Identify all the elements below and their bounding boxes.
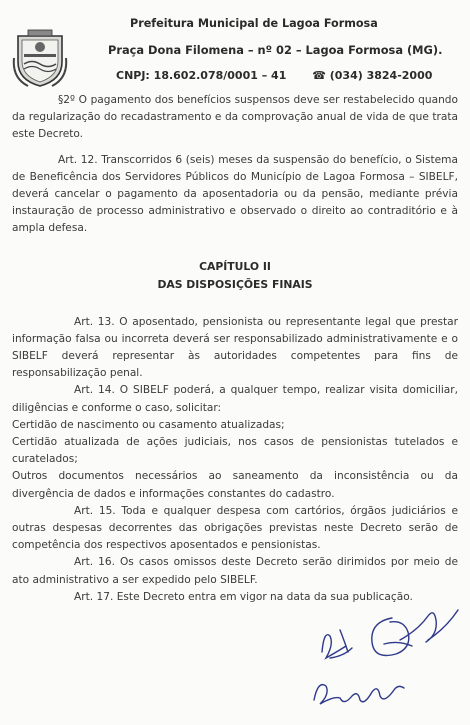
article-13: Art. 13. O aposentado, pensionista ou representante legal que prestar informação falsa ou incorreta deverá ser responsabilizado administrativamente e o SIBELF deverá representar às autoridades competentes para fins de responsabilização penal. bbox=[12, 315, 458, 380]
article-12: Art. 12. Transcorridos 6 (seis) meses da suspensão do benefício, o Sistema de Beneficência dos Servidores Públicos do Município de Lagoa Formosa – SIBELF, deverá cancelar o pagamento da aposentadoria ou da pensão, mediante prévia instauração de processo administrativo e observado o direito ao contraditório e à ampla defesa. bbox=[12, 153, 458, 235]
paragraph-2: §2º O pagamento dos benefícios suspensos deve ser restabelecido quando da regularização do recadastramento e da comprovação anual de vida de que trata este Decreto. bbox=[12, 94, 458, 141]
header-contact bbox=[116, 69, 432, 82]
handwritten-signature bbox=[300, 600, 465, 720]
article-14-item-1: Certidão de nascimento ou casamento atualizadas; bbox=[12, 418, 285, 431]
telephone-icon: ☎ bbox=[312, 69, 326, 82]
article-16: Art. 16. Os casos omissos deste Decreto serão dirimidos por meio de ato administrativo a ser expedido pelo SIBELF. bbox=[12, 556, 458, 586]
article-14-item-3: Outros documentos necessários ao saneamento da inconsistência ou da divergência de dados e informações constantes do cadastro. bbox=[12, 470, 458, 500]
municipal-crest-icon bbox=[12, 28, 68, 88]
header-phone bbox=[312, 69, 432, 82]
article-17: Art. 17. Este Decreto entra em vigor na data da sua publicação. bbox=[74, 590, 413, 603]
article-14-item-2: Certidão atualizada de ações judiciais, nos casos de pensionistas tutelados e curatelados; bbox=[12, 436, 458, 466]
header-phone-number: (034) 3824-2000 bbox=[329, 69, 433, 82]
header-cnpj: CNPJ: 18.602.078/0001 – 41 bbox=[116, 69, 287, 82]
header-municipality: Prefeitura Municipal de Lagoa Formosa bbox=[130, 17, 378, 30]
article-15: Art. 15. Toda e qualquer despesa com cartórios, órgãos judiciários e outras despesas decorrentes das obrigações previstas neste Decreto serão de competência dos respectivos aposentados e pensionistas. bbox=[12, 504, 458, 552]
header-address: Praça Dona Filomena – nº 02 – Lagoa Formosa (MG). bbox=[108, 43, 443, 57]
article-14: Art. 14. O SIBELF poderá, a qualquer tempo, realizar visita domiciliar, diligências e conforme o caso, solicitar: bbox=[12, 384, 458, 414]
letterhead bbox=[0, 0, 470, 92]
document-body bbox=[12, 92, 458, 606]
chapter-number: CAPÍTULO II bbox=[199, 259, 271, 273]
chapter-title: DAS DISPOSIÇÕES FINAIS bbox=[157, 277, 313, 291]
